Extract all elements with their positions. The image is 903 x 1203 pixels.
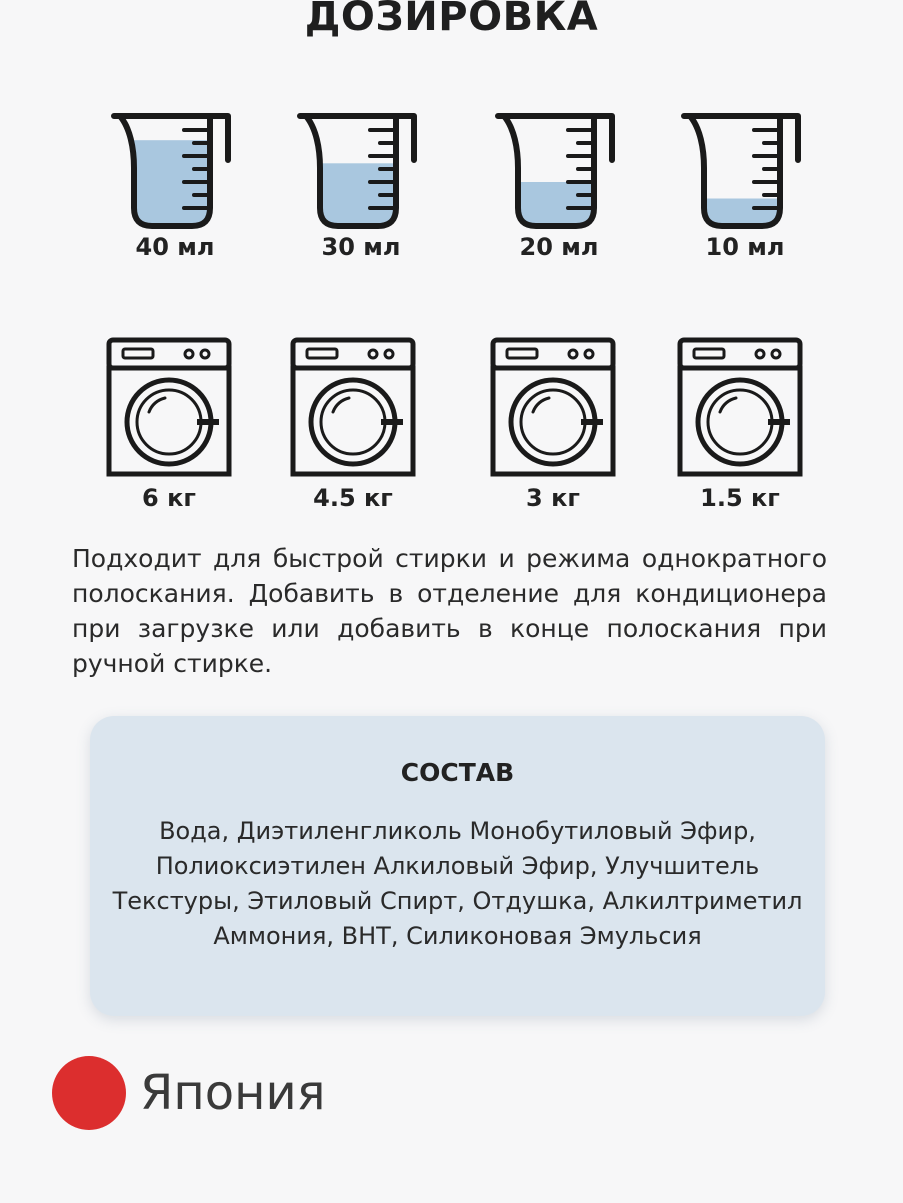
measuring-cup-icon	[680, 108, 810, 233]
origin-country-label: Япония	[140, 1065, 326, 1121]
display	[307, 349, 337, 358]
door-glare	[149, 398, 165, 412]
measuring-cup-icon	[494, 108, 624, 233]
control-panel	[493, 340, 613, 368]
load-weight-label: 6 кг	[142, 484, 196, 512]
load-item	[268, 336, 438, 512]
load-item	[468, 336, 638, 512]
control-panel	[680, 340, 800, 368]
usage-description: Подходит для быстрой стирки и режима однократного полоскания. Добавить в отделение для кондиционера при загрузке или добавить в конце полоскания при ручной стирке.	[72, 544, 827, 678]
door-inner	[321, 390, 385, 454]
display	[507, 349, 537, 358]
door-glare	[333, 398, 349, 412]
knob	[756, 350, 764, 358]
dosage-item	[474, 108, 644, 261]
display	[123, 349, 153, 358]
display	[694, 349, 724, 358]
dosage-item	[660, 108, 830, 261]
load-weight-label: 3 кг	[526, 484, 580, 512]
dosage-item	[276, 108, 446, 261]
knob	[385, 350, 393, 358]
knob	[585, 350, 593, 358]
washing-machine-icon	[289, 336, 417, 478]
page-title: ДОЗИРОВКА	[304, 0, 599, 40]
door-handle	[768, 419, 790, 425]
dosage-amount-label: 20 мл	[519, 233, 599, 261]
measuring-cup-icon	[110, 108, 240, 233]
dosage-amount-label: 30 мл	[321, 233, 401, 261]
door-inner	[708, 390, 772, 454]
composition-title: СОСТАВ	[400, 758, 515, 787]
dosage-amount-label: 40 мл	[135, 233, 215, 261]
load-weight-label: 1.5 кг	[700, 484, 780, 512]
door-handle	[197, 419, 219, 425]
knob	[369, 350, 377, 358]
liquid-level	[296, 163, 426, 233]
origin-country	[52, 1055, 326, 1131]
measuring-cup-icon	[296, 108, 426, 233]
control-panel	[109, 340, 229, 368]
knob	[772, 350, 780, 358]
load-weight-label: 4.5 кг	[313, 484, 393, 512]
door-handle	[381, 419, 403, 425]
door-inner	[137, 390, 201, 454]
door-inner	[521, 390, 585, 454]
knob	[569, 350, 577, 358]
washing-machine-icon	[105, 336, 233, 478]
control-panel	[293, 340, 413, 368]
load-item	[655, 336, 825, 512]
door-handle	[581, 419, 603, 425]
load-item	[84, 336, 254, 512]
door-glare	[720, 398, 736, 412]
knob	[185, 350, 193, 358]
dosage-item	[90, 108, 260, 261]
composition-card	[90, 716, 825, 1016]
washing-machine-icon	[676, 336, 804, 478]
door-glare	[533, 398, 549, 412]
washing-machine-icon	[489, 336, 617, 478]
composition-text: Вода, Диэтиленгликоль Монобутиловый Эфир, Полиоксиэтилен Алкиловый Эфир, Улучшитель Текстуры, Этиловый Спирт, Отдушка, Алкилтриметил Аммония, BHT, Силиконовая Эмульсия	[112, 817, 803, 950]
red-circle-icon	[52, 1056, 126, 1130]
dosage-amount-label: 10 мл	[705, 233, 785, 261]
liquid-level	[110, 140, 240, 233]
knob	[201, 350, 209, 358]
